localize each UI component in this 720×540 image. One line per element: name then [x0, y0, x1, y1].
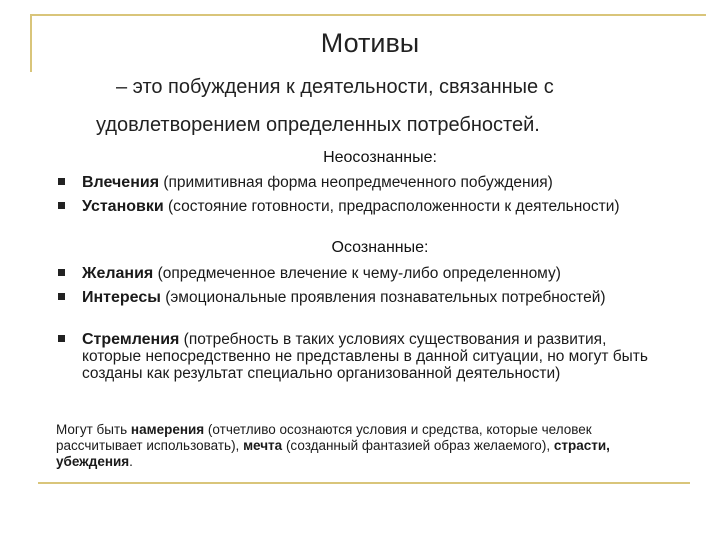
note-text: . — [129, 454, 133, 469]
list-item — [60, 331, 660, 382]
list-item — [60, 289, 660, 306]
item-desc: (опредмеченное влечение к чему-либо определенному) — [153, 265, 561, 282]
bullet-icon — [58, 202, 65, 209]
item-term: Интересы — [82, 289, 161, 306]
slide-title: Мотивы — [320, 28, 420, 58]
list-item — [60, 265, 660, 282]
section-heading-unconscious: Неосознанные: — [323, 149, 437, 166]
note-text: Могут быть — [56, 422, 131, 437]
note-term-passions: страсти, убеждения — [56, 438, 610, 469]
item-desc: (эмоциональные проявления познавательных потребностей) — [160, 289, 606, 306]
bullet-icon — [58, 178, 65, 185]
subtitle-line-2: удовлетворением определенных потребностей. — [96, 114, 540, 136]
bullet-icon — [58, 335, 65, 342]
item-desc: (состояние готовности, предрасположенности к деятельности) — [163, 198, 620, 215]
list-item — [60, 198, 660, 215]
item-term: Желания — [82, 265, 154, 282]
subtitle-line-1: – это побуждения к деятельности, связанные с — [116, 76, 554, 98]
decor-line-top — [30, 14, 706, 16]
slide-subtitle — [96, 68, 686, 144]
section-heading-conscious: Осознанные: — [331, 239, 429, 256]
list-item — [60, 174, 660, 191]
item-term: Влечения — [82, 174, 160, 191]
item-desc: (потребность в таких условиях существования и развития, которые непосредственно не представлены в данной ситуации, но могут быть созданы как результат специально организованной деятельности) — [82, 331, 648, 382]
note-text: (созданный фантазией образ желаемого), — [282, 438, 554, 453]
decor-line-bottom — [38, 482, 690, 484]
item-desc: (примитивная форма неопредмеченного побуждения) — [159, 174, 553, 191]
item-term: Установки — [82, 198, 164, 215]
bullet-icon — [58, 269, 65, 276]
footnote-paragraph — [56, 422, 666, 470]
bullet-icon — [58, 293, 65, 300]
note-term-dream: мечта — [243, 438, 283, 453]
note-term-intentions: намерения — [130, 422, 205, 437]
item-term: Стремления — [82, 331, 180, 348]
note-text: (отчетливо осознаются условия и средства, которые человек рассчитывает использовать), — [56, 422, 592, 453]
